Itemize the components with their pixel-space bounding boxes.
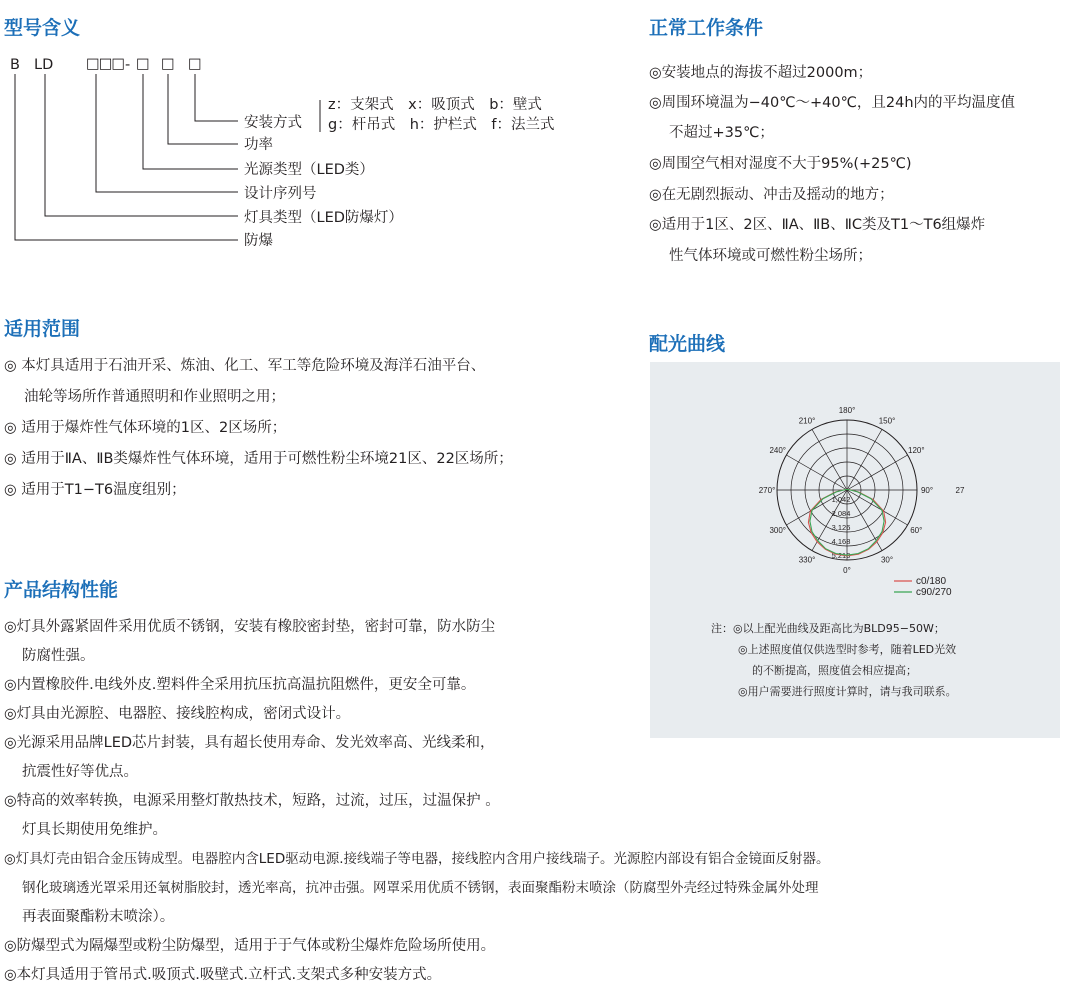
legend-label-c90-270: c90/270 (916, 587, 952, 598)
install-options-row2: g：杆吊式 h：护栏式 f：法兰式 (328, 117, 555, 133)
connector-lamp-type (45, 74, 238, 216)
scope-line-5: ◎ 适用于T1−T6温度组别； (4, 482, 186, 498)
polar-angle-label: 300° (769, 526, 786, 535)
polar-angle-label: 210° (798, 416, 816, 426)
model-bracket-lines (0, 52, 620, 262)
light-curve-heading: 配光曲线 (649, 333, 726, 355)
structure-line-3: ◎内置橡胶件.电线外皮.塑料件全采用抗压抗高温抗阻燃件，更安全可靠。 (4, 677, 476, 693)
polar-angle-label: 30° (880, 555, 894, 565)
structure-line-7: ◎特高的效率转换，电源采用整灯散热技术，短路，过流，过压，过温保护 。 (4, 793, 500, 809)
model-code-diagram (0, 52, 620, 262)
condition-line-5: ◎在无剧烈振动、冲击及摇动的地方； (649, 187, 894, 203)
note-line-2: ◎上述照度值仅供选型时参考，随着LED光效 (738, 643, 957, 656)
label-design-serial: 设计序列号 (244, 186, 317, 202)
polar-light-distribution-chart (650, 362, 1060, 612)
condition-line-3: 不超过+35℃； (669, 125, 774, 141)
polar-radial-label: 5,210 (831, 551, 851, 560)
install-options-row1: z：支架式 x：吸顶式 b：壁式 (328, 97, 542, 113)
polar-angle-label: 270° (758, 486, 776, 495)
polar-angle-label: 120° (908, 446, 925, 455)
note-line-1: 注：◎以上配光曲线及距高比为BLD95−50W； (711, 622, 945, 635)
note-line-3: 的不断提高，照度值会相应提高； (752, 664, 917, 677)
polar-radial-label: 3,126 (831, 523, 851, 532)
scope-line-4: ◎ 适用于ⅡA、ⅡB类爆炸性气体环境，适用于可燃性粉尘环境21区、22区场所； (4, 451, 513, 467)
code-serial-boxes: □□□ (86, 56, 125, 72)
polar-angle-label: 60° (910, 526, 923, 535)
structure-line-13: ◎本灯具适用于管吊式.吸顶式.吸壁式.立杆式.支架式多种安装方式。 (4, 967, 442, 983)
condition-line-1: ◎安装地点的海拔不超过2000m； (649, 65, 873, 81)
structure-line-10: 钢化玻璃透光罩采用还氧树脂胶封，透光率高，抗冲击强。网罩采用优质不锈钢，表面聚酯粉末喷涂（防腐型外壳经过特殊金属外处理 (22, 880, 819, 896)
polar-spoke (847, 455, 908, 490)
polar-angle-label: 330° (798, 555, 816, 565)
label-install: 安装方式 (244, 115, 302, 131)
polar-angle-label: 90° (920, 486, 934, 495)
label-light-source: 光源类型（LED类） (244, 162, 374, 178)
structure-line-6: 抗震性好等优点。 (22, 764, 138, 780)
polar-radial-label: 4,168 (831, 537, 851, 546)
polar-radial-label: 1,042 (831, 495, 851, 504)
structure-line-8: 灯具长期使用免维护。 (22, 822, 167, 838)
structure-line-4: ◎灯具由光源腔、电器腔、接线腔构成，密闭式设计。 (4, 706, 351, 722)
code-b: B (10, 57, 20, 73)
code-box-power: □ (161, 56, 175, 72)
scope-heading: 适用范围 (4, 318, 81, 340)
label-power: 功率 (244, 137, 273, 153)
note-line-4: ◎用户需要进行照度计算时，请与我司联系。 (738, 685, 957, 698)
polar-side-label: 27 (955, 486, 965, 495)
polar-angle-label: 180° (838, 406, 856, 415)
connector-explosion-proof (15, 74, 238, 240)
structure-line-5: ◎光源采用品牌LED芯片封装，具有超长使用寿命、发光效率高、光线柔和， (4, 735, 495, 751)
connector-install (195, 74, 238, 121)
code-box-install: □ (188, 56, 202, 72)
structure-line-2: 防腐性强。 (22, 648, 95, 664)
connector-power (168, 74, 238, 144)
normal-conditions-heading: 正常工作条件 (649, 17, 764, 39)
polar-angle-label: 240° (769, 446, 786, 455)
structure-heading: 产品结构性能 (4, 579, 119, 601)
connector-design-serial (96, 74, 238, 192)
code-ld: LD (34, 57, 54, 73)
scope-line-2: 油轮等场所作普通照明和作业照明之用； (24, 389, 285, 405)
condition-line-2: ◎周围环境温为−40℃～+40℃，且24h内的平均温度值 (649, 95, 1016, 111)
label-lamp-type: 灯具类型（LED防爆灯） (244, 210, 403, 226)
code-box-light-source: □ (136, 56, 150, 72)
structure-line-1: ◎灯具外露紧固件采用优质不锈钢，安装有橡胶密封垫，密封可靠，防水防尘 (4, 619, 496, 635)
condition-line-4: ◎周围空气相对湿度不大于95%(+25℃) (649, 156, 912, 172)
polar-spoke (847, 490, 908, 525)
structure-line-11: 再表面聚酯粉末喷涂）。 (22, 909, 175, 925)
polar-spoke (812, 429, 847, 490)
structure-line-9: ◎灯具灯壳由铝合金压铸成型。电器腔内含LED驱动电源.接线端子等电器，接线腔内含用户接线瑞子。光源腔内部设有铝合金镜面反射器。 (4, 851, 830, 867)
code-dash: - (125, 57, 131, 73)
polar-angle-label: 0° (843, 566, 851, 575)
polar-spoke (847, 429, 882, 490)
label-explosion-proof: 防爆 (244, 233, 273, 249)
structure-line-12: ◎防爆型式为隔爆型或粉尘防爆型，适用于于气体或粉尘爆炸危险场所使用。 (4, 938, 496, 954)
polar-radial-label: 2,084 (831, 509, 851, 518)
polar-spoke (786, 455, 847, 490)
polar-angle-label: 150° (878, 416, 896, 426)
scope-line-3: ◎ 适用于爆炸性气体环境的1区、2区场所； (4, 420, 287, 436)
scope-line-1: ◎ 本灯具适用于石油开采、炼油、化工、军工等危险环境及海洋石油平台、 (4, 358, 486, 374)
light-distribution-panel (650, 362, 1060, 738)
model-meaning-heading: 型号含义 (4, 17, 81, 39)
legend-label-c0-180: c0/180 (916, 576, 947, 587)
condition-line-7: 性气体环境或可燃性粉尘场所； (669, 248, 872, 264)
condition-line-6: ◎适用于1区、2区、ⅡA、ⅡB、ⅡC类及T1～T6组爆炸 (649, 217, 986, 233)
